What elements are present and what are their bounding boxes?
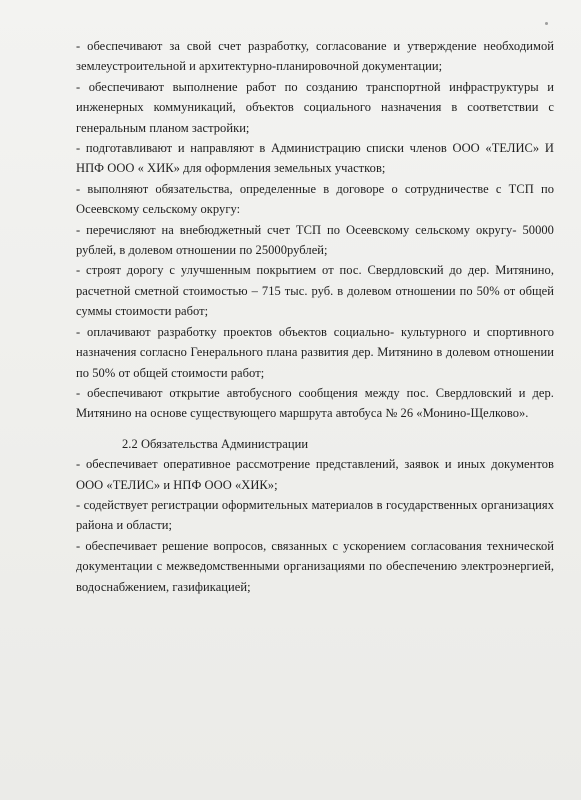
obligation-item: - обеспечивает решение вопросов, связанных с ускорением согласования технической документации с межведомственными организациями по обеспечению электроэнергией, водоснабжением, газификацией; [76,538,554,594]
obligation-item: - выполняют обязательства, определенные в договоре о сотрудничестве с ТСП по Осеевскому сельскому округу: [76,181,554,217]
section-heading: 2.2 Обязательства Администрации [122,436,309,451]
obligation-item: - подготавливают и направляют в Администрацию списки членов ООО «ТЕЛИС» И НПФ ООО « ХИК» для оформления земельных участков; [76,141,554,176]
obligation-item: - содействует регистрации оформительных материалов в государственных организациях района и области; [76,497,554,533]
obligation-item: - обеспечивает оперативное рассмотрение представлений, заявок и иных документов ООО «ТЕЛИС» и НПФ ООО «ХИК»; [76,457,554,492]
obligation-item: - обеспечивают выполнение работ по созданию транспортной инфраструктуры и инженерных коммуникаций, объектов социального назначения в соответствии с генеральным планом застройки; [76,79,554,135]
document-body [76,36,554,597]
obligation-item: - оплачивают разработку проектов объектов социально- культурного и спортивного назначения согласно Генерального плана развития дер. Митянино в долевом отношении по 50% от общей стоимости работ; [76,324,554,380]
scan-speck [545,22,548,25]
obligation-item: - перечисляют на внебюджетный счет ТСП по Осеевскому сельскому округу- 50000 рублей, в долевом отношении по 25000рублей; [76,222,554,258]
obligation-item: - обеспечивают за свой счет разработку, согласование и утверждение необходимой землеустроительной и архитектурно-планировочной документации; [76,39,554,74]
obligation-item: - обеспечивают открытие автобусного сообщения между пос. Свердловский и дер. Митянино на основе существующего маршрута автобуса № 26 «Монино-Щелково». [76,385,554,421]
obligation-item: - строят дорогу с улучшенным покрытием от пос. Свердловский до дер. Митянино, расчетной сметной стоимостью – 715 тыс. руб. в долевом отношении по 50% от общей суммы стоимости работ; [76,263,554,319]
